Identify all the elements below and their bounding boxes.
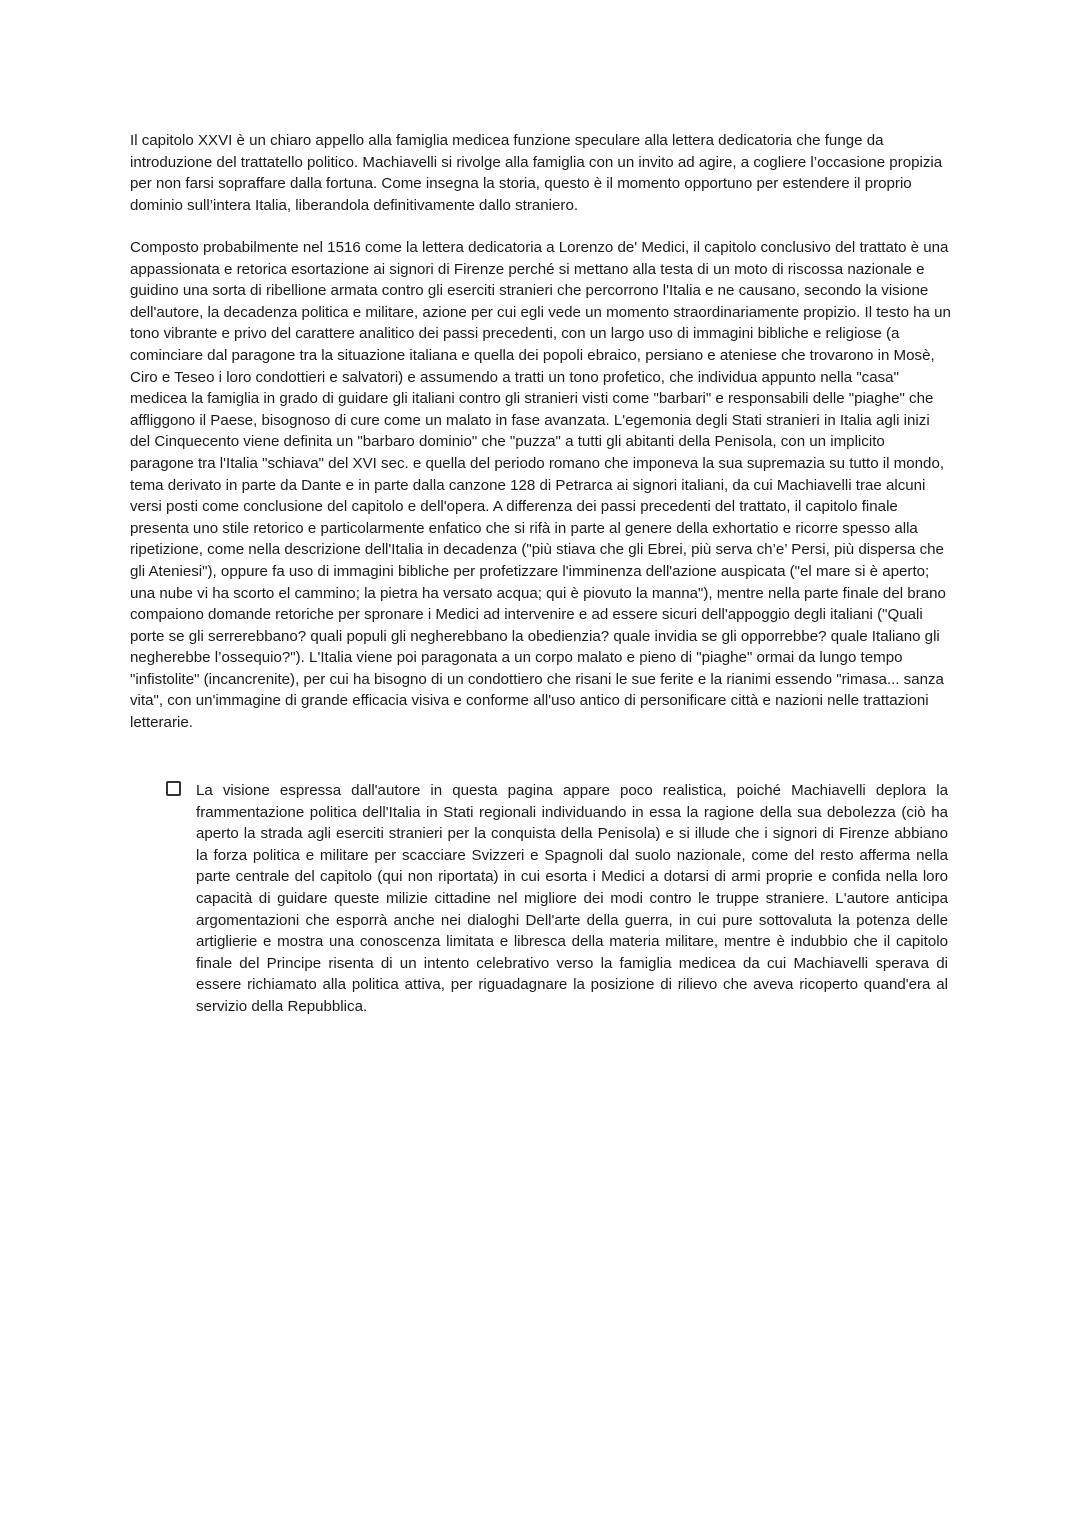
checklist-item-text: La visione espressa dall'autore in questa pagina appare poco realistica, poiché Machiavelli deplora la frammentazione politica dell'Italia in Stati regionali individuando in essa la ragione della sua debolezza (ciò ha aperto la strada agli eserciti stranieri per la conquista della Penisola) e si illude che i signori di Firenze abbiano la forza politica e militare per scacciare Svizzeri e Spagnoli dal suolo nazionale, come del resto afferma nella parte centrale del capitolo (qui non riportata) in cui esorta i Medici a dotarsi di armi proprie e confida nella loro capacità di guidare queste milizie cittadine nel migliore dei modi contro le truppe straniere. L'autore anticipa argomentazioni che esporrà anche nei dialoghi Dell'arte della guerra, in cui pure sottovaluta la potenza delle artiglierie e mostra una conoscenza limitata e libresca della materia militare, mentre è indubbio che il capitolo finale del Principe risenta di un intento celebrativo verso la famiglia medicea da cui Machiavelli sperava di essere richiamato alla politica attiva, per riguadagnare la posizione di rilievo che aveva ricoperto quand'era al servizio della Repubblica.	[196, 782, 948, 1015]
checkbox-icon[interactable]	[166, 781, 181, 796]
paragraph-intro: Il capitolo XXVI è un chiaro appello alla famiglia medicea funzione speculare alla lettera dedicatoria che funge da introduzione del trattatello politico. Machiavelli si rivolge alla famiglia con un invito ad agire, a cogliere l’occasione propizia per non farsi sopraffare dalla fortuna. Come insegna la storia, questo è il momento opportuno per estendere il proprio dominio sull’intera Italia, liberandola definitivamente dallo straniero.	[130, 132, 943, 214]
paragraph-analysis: Composto probabilmente nel 1516 come la lettera dedicatoria a Lorenzo de' Medici, il capitolo conclusivo del trattato è una appassionata e retorica esortazione ai signori di Firenze perché si mettano alla testa di un moto di riscossa nazionale e guidino una sorta di ribellione armata contro gli eserciti stranieri che percorrono l'Italia e ne causano, secondo la visione dell'autore, la decadenza politica e militare, azione per cui egli vede un momento straordinariamente propizio. Il testo ha un tono vibrante e privo del carattere analitico dei passi precedenti, con un largo uso di immagini bibliche e religiose (a cominciare dal paragone tra la situazione italiana e quella dei popoli ebraico, persiano e ateniese che trovarono in Mosè, Ciro e Teseo i loro condottieri e salvatori) e assumendo a tratti un tono profetico, che individua appunto nella "casa" medicea la famiglia in grado di guidare gli italiani contro gli stranieri visti come "barbari" e responsabili delle "piaghe" che affliggono il Paese, bisognoso di cure come un malato in fase avanzata. L'egemonia degli Stati stranieri in Italia agli inizi del Cinquecento viene definita un "barbaro dominio" che "puzza" a tutti gli abitanti della Penisola, con un implicito paragone tra l'Italia "schiava" del XVI sec. e quella del periodo romano che imponeva la sua supremazia su tutto il mondo, tema derivato in parte da Dante e in parte dalla canzone 128 di Petrarca ai signori italiani, da cui Machiavelli trae alcuni versi posti come conclusione del capitolo e dell'opera. A differenza dei passi precedenti del trattato, il capitolo finale presenta uno stile retorico e particolarmente enfatico che si rifà in parte al genere della exhortatio e ricorre spesso alla ripetizione, come nella descrizione dell'Italia in decadenza ("più stiava che gli Ebrei, più serva ch’e’ Persi, più dispersa che gli Ateniesi"), oppure fa uso di immagini bibliche per profetizzare l'imminenza dell'azione auspicata ("el mare si è aperto; una nube vi ha scorto el cammino; la pietra ha versato acqua; qui è piovuto la manna"), mentre nella parte finale del brano compaiono domande retoriche per spronare i Medici ad intervenire e ad essere sicuri dell'appoggio degli italiani ("Quali porte se gli serrerebbano? quali populi gli negherebbano la obedienzia? quale invidia se gli opporrebbe? quale Italiano gli negherebbe l’ossequio?"). L'Italia viene poi paragonata a un corpo malato e pieno di "piaghe" ormai da lungo tempo "infistolite" (incancrenite), per cui ha bisogno di un condottiero che risani le sue ferite e la rianimi essendo "rimasa... sanza vita", con un'immagine di grande efficacia visiva e conforme all'uso antico di personificare città e nazioni nelle trattazioni letterarie.	[130, 239, 951, 732]
